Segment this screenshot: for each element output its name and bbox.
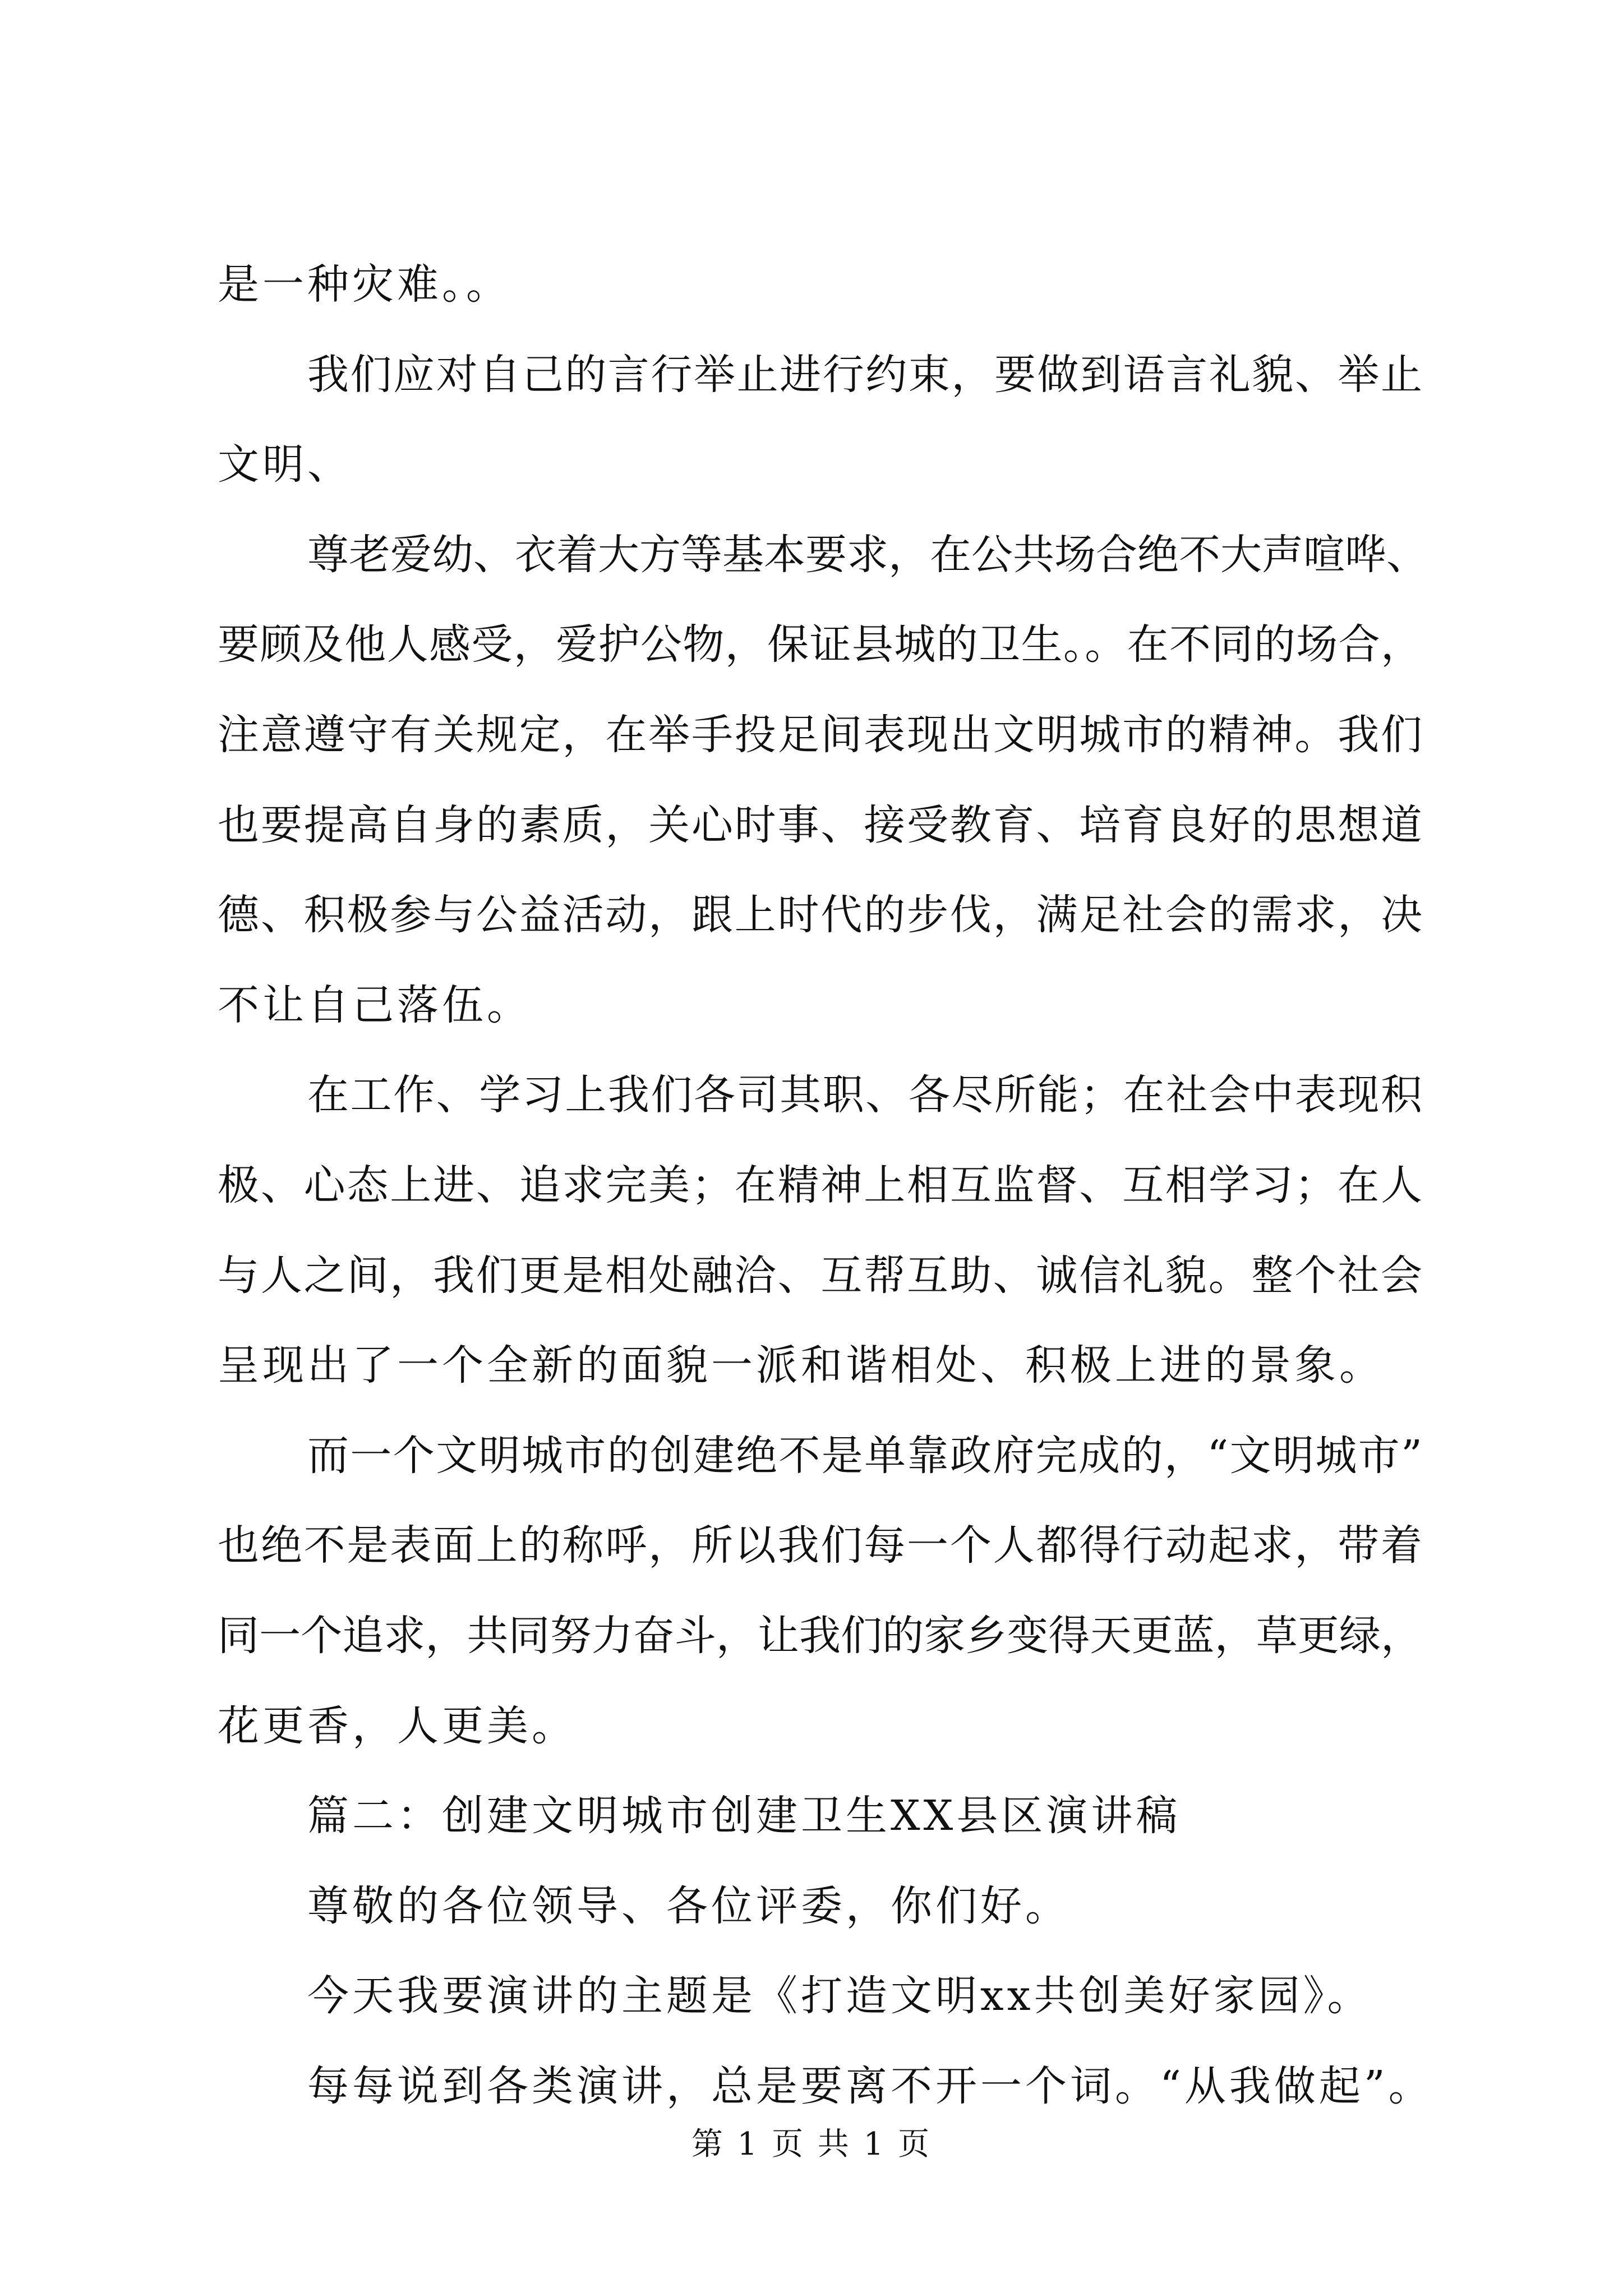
- text-line: 极、心态上进、追求完美；在精神上相互监督、互相学习；在人: [218, 1161, 1422, 1209]
- text-line: 要顾及他人感受，爱护公物，保证县城的卫生。。在不同的场合，: [218, 620, 1422, 669]
- text-line: 每每说到各类演讲，总是要离不开一个词。“从我做起”。: [307, 2062, 1433, 2110]
- text-line: 文明、: [218, 440, 352, 489]
- text-line: 与人之间，我们更是相处融洽、互帮互助、诚信礼貌。整个社会: [218, 1251, 1422, 1300]
- text-line: 同一个追求，共同努力奋斗，让我们的家乡变得天更蓝，草更绿，: [218, 1612, 1422, 1660]
- page-footer: 第 1 页 共 1 页: [691, 2126, 932, 2162]
- text-line: 是一种灾难。。: [218, 260, 511, 309]
- text-line: 尊老爱幼、衣着大方等基本要求，在公共场合绝不大声喧哗、: [307, 531, 1428, 579]
- text-line: 在工作、学习上我们各司其职、各尽所能；在社会中表现积: [307, 1071, 1422, 1119]
- text-line: 注意遵守有关规定，在举手投足间表现出文明城市的精神。我们: [218, 711, 1422, 759]
- text-line: 不让自己落伍。: [218, 981, 532, 1029]
- text-line: 今天我要演讲的主题是《打造文明xx共创美好家园》。: [307, 1972, 1372, 2020]
- text-line: 德、积极参与公益活动，跟上时代的步伐，满足社会的需求，决: [218, 891, 1422, 939]
- text-line: 篇二：创建文明城市创建卫生XX县区演讲稿: [307, 1792, 1181, 1840]
- text-line: 尊敬的各位领导、各位评委，你们好。: [307, 1882, 1070, 1930]
- text-line: 也要提高自身的素质，关心时事、接受教育、培育良好的思想道: [218, 801, 1422, 849]
- text-line: 呈现出了一个全新的面貌一派和谐相处、积极上进的景象。: [218, 1341, 1384, 1389]
- text-line: 花更香，人更美。: [218, 1702, 577, 1750]
- text-line: 也绝不是表面上的称呼，所以我们每一个人都得行动起求，带着: [218, 1521, 1422, 1570]
- text-line: 我们应对自己的言行举止进行约束，要做到语言礼貌、举止: [307, 351, 1422, 399]
- text-line: 而一个文明城市的创建绝不是单靠政府完成的，“文明城市”: [307, 1432, 1422, 1480]
